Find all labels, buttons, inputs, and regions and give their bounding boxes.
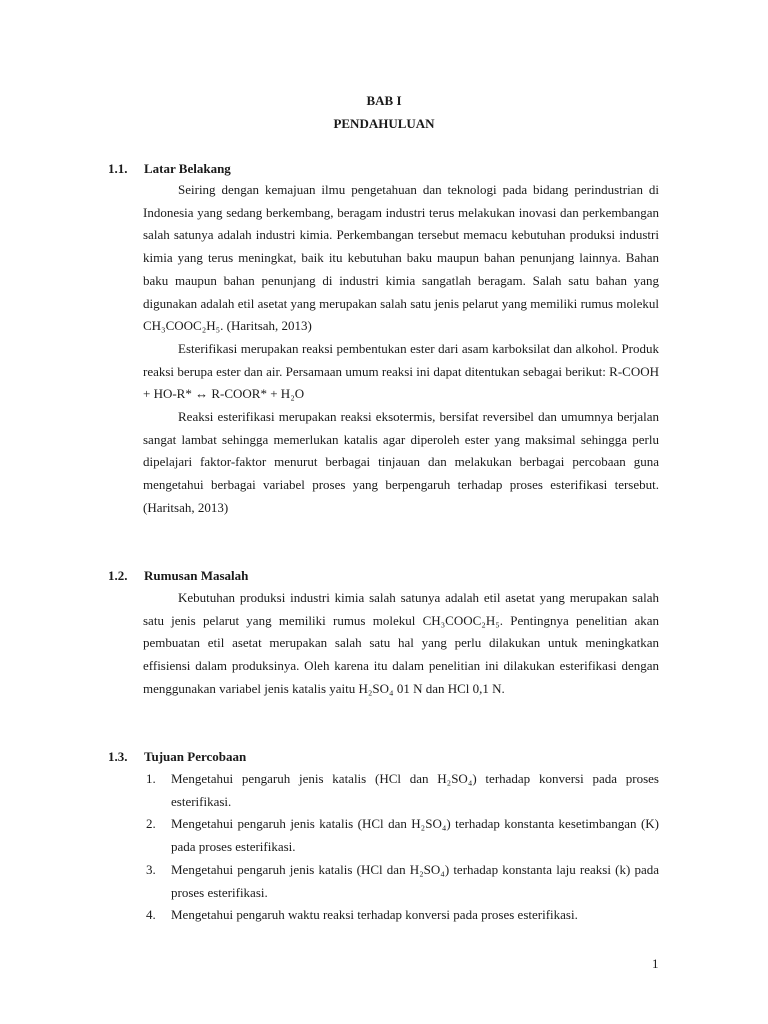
section-title: Rumusan Masalah	[144, 568, 249, 583]
section-heading-tujuan-percobaan	[108, 749, 246, 765]
list-text: Mengetahui pengaruh jenis katalis (HCl dan H₂SO₄) terhadap konversi pada proses esterifikasi.	[171, 771, 659, 809]
section-heading-rumusan-masalah	[108, 568, 248, 584]
list-text: Mengetahui pengaruh jenis katalis (HCl dan H₂SO₄) terhadap konstanta laju reaksi (k) pada proses esterifikasi.	[171, 861, 659, 900]
chapter-title: PENDAHULUAN	[333, 116, 435, 131]
list-item	[143, 904, 659, 927]
list-item	[143, 768, 659, 813]
list-number: 3.	[146, 861, 156, 877]
objectives-list	[143, 768, 659, 927]
list-item	[143, 813, 659, 858]
list-item	[143, 859, 659, 904]
list-number: 2.	[146, 816, 156, 832]
section-number: 1.1.	[108, 161, 128, 176]
list-text: Mengetahui pengaruh jenis katalis (HCl dan H₂SO₄) terhadap konstanta kesetimbangan (K) pada proses esterifikasi.	[171, 816, 659, 855]
chapter-label: BAB I	[366, 93, 402, 108]
section-heading-latar-belakang	[108, 161, 231, 177]
section-number: 1.3.	[108, 749, 128, 764]
paragraph: Seiring dengan kemajuan ilmu pengetahuan dan teknologi pada bidang perindustrian di Indonesia yang sedang berkembang, beragam industri terus melakukan inovasi dan perkembangan salah satunya adalah industri kimia. Perkembangan tersebut memacu kebutuhan produksi industri kimia yang terus meningkat, baik itu kebutuhan baku maupun bahan penunjang lainnya. Bahan baku maupun bahan penunjang di industri kimia sangatlah beragam. Salah satu bahan yang digunakan adalah etil asetat yang merupakan salah satu jenis pelarut yang memiliki rumus molekul CH₃COOC₂H₅. (Haritsah, 2013)	[143, 182, 659, 334]
paragraph: Kebutuhan produksi industri kimia salah satunya adalah etil asetat yang merupakan salah satu jenis pelarut yang memiliki rumus molekul CH₃COOC₂H₅. Pentingnya penelitian akan pembuatan etil asetat merupakan salah satu hal yang perlu dilakukan untuk meningkatkan effisiensi dalam produksinya. Oleh karena itu dalam penelitian ini dilakukan esterifikasi dengan menggunakan variabel jenis katalis yaitu H₂SO₄ 01 N dan HCl 0,1 N.	[143, 590, 659, 696]
page-number: 1	[652, 956, 659, 971]
section-body-latar-belakang	[143, 179, 659, 520]
section-title: Latar Belakang	[144, 161, 231, 176]
paragraph: Reaksi esterifikasi merupakan reaksi eksotermis, bersifat reversibel dan umumnya berjalan sangat lambat sehingga memerlukan katalis agar diperoleh ester yang maksimal sehingga perlu dipelajari faktor-faktor menurut berbagai tinjauan dan melakukan berbagai percobaan guna mengetahui berbagai variabel proses yang berpengaruh terhadap proses esterifikasi tersebut. (Haritsah, 2013)	[143, 409, 659, 515]
section-number: 1.2.	[108, 568, 128, 583]
list-number: 1.	[146, 771, 156, 786]
paragraph: Esterifikasi merupakan reaksi pembentukan ester dari asam karboksilat dan alkohol. Produk reaksi berupa ester dan air. Persamaan umum reaksi ini dapat ditentukan sebagai berikut: R-COOH + HO-R* ↔ R-COOR* + H₂O	[143, 340, 659, 402]
list-number: 4.	[146, 907, 156, 923]
section-title: Tujuan Percobaan	[144, 749, 247, 764]
section-body-rumusan-masalah	[143, 587, 659, 701]
list-text: Mengetahui pengaruh waktu reaksi terhadap konversi pada proses esterifikasi.	[171, 907, 578, 923]
